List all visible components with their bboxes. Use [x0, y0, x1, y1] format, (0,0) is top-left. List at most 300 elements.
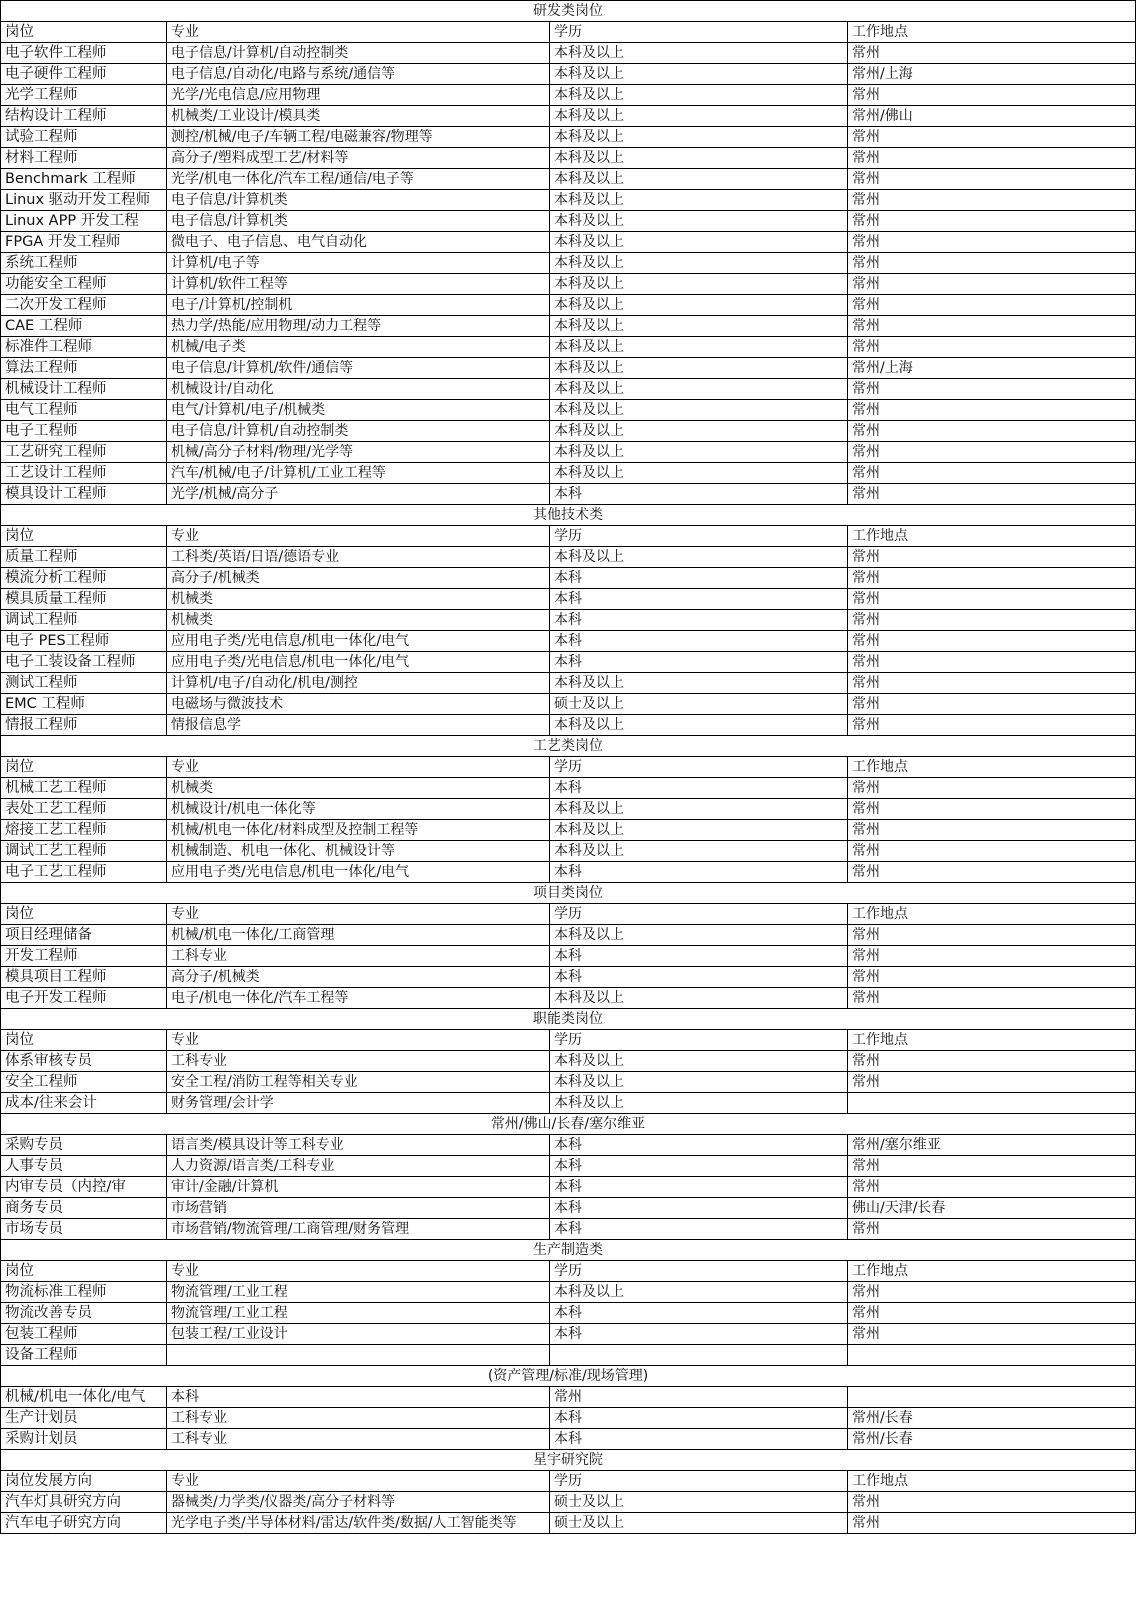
- position-cell: 结构设计工程师: [1, 106, 167, 127]
- column-header: 专业: [167, 1261, 550, 1282]
- major-cell: 工科类/英语/日语/德语专业: [167, 547, 550, 568]
- location-cell: 常州: [848, 1156, 1136, 1177]
- location-cell: 佛山/天津/长春: [848, 1198, 1136, 1219]
- location-cell: 常州: [848, 169, 1136, 190]
- degree-cell: 硕士及以上: [550, 1513, 848, 1534]
- table-row: [1, 1345, 1136, 1366]
- section-title: 其他技术类: [1, 505, 1136, 526]
- column-header: 专业: [167, 1471, 550, 1492]
- table-row: [1, 862, 1136, 883]
- section-title-row: [1, 1009, 1136, 1030]
- degree-cell: 本科及以上: [550, 190, 848, 211]
- degree-cell: 本科: [550, 484, 848, 505]
- column-header: 专业: [167, 526, 550, 547]
- degree-cell: 本科及以上: [550, 274, 848, 295]
- location-cell: [848, 1093, 1136, 1114]
- position-cell: 情报工程师: [1, 715, 167, 736]
- table-row: [1, 631, 1136, 652]
- position-cell: 安全工程师: [1, 1072, 167, 1093]
- header-row: [1, 904, 1136, 925]
- major-cell: 机械类: [167, 610, 550, 631]
- table-row: [1, 379, 1136, 400]
- table-row: [1, 484, 1136, 505]
- column-header: 专业: [167, 1030, 550, 1051]
- position-cell: 体系审核专员: [1, 1051, 167, 1072]
- position-cell: 质量工程师: [1, 547, 167, 568]
- position-cell: Benchmark 工程师: [1, 169, 167, 190]
- position-cell: 采购专员: [1, 1135, 167, 1156]
- position-cell: 试验工程师: [1, 127, 167, 148]
- major-cell: 机械设计/机电一体化等: [167, 799, 550, 820]
- major-cell: 电子信息/计算机/自动控制类: [167, 421, 550, 442]
- degree-cell: 本科及以上: [550, 1051, 848, 1072]
- position-cell: 内审专员（内控/审: [1, 1177, 167, 1198]
- table-row: [1, 127, 1136, 148]
- location-cell: 常州: [848, 568, 1136, 589]
- degree-cell: 本科及以上: [550, 463, 848, 484]
- position-cell: 开发工程师: [1, 946, 167, 967]
- section-title: (资产管理/标准/现场管理): [1, 1366, 1136, 1387]
- column-header: 学历: [550, 757, 848, 778]
- position-cell: 成本/往来会计: [1, 1093, 167, 1114]
- degree-cell: 本科: [550, 1219, 848, 1240]
- degree-cell: 本科: [550, 1177, 848, 1198]
- degree-cell: 本科: [550, 1303, 848, 1324]
- position-cell: 模具设计工程师: [1, 484, 167, 505]
- major-cell: 汽车/机械/电子/计算机/工业工程等: [167, 463, 550, 484]
- position-cell: 模具项目工程师: [1, 967, 167, 988]
- column-header: 学历: [550, 1261, 848, 1282]
- location-cell: 常州: [848, 1513, 1136, 1534]
- section-title-row: [1, 505, 1136, 526]
- column-header: 岗位: [1, 1030, 167, 1051]
- position-cell: 工艺研究工程师: [1, 442, 167, 463]
- major-cell: 光学/光电信息/应用物理: [167, 85, 550, 106]
- column-header: 学历: [550, 526, 848, 547]
- location-cell: 常州: [848, 610, 1136, 631]
- position-cell: 机械/机电一体化/电气: [1, 1387, 167, 1408]
- degree-cell: 本科及以上: [550, 169, 848, 190]
- table-row: [1, 1324, 1136, 1345]
- position-cell: 调试工程师: [1, 610, 167, 631]
- major-cell: 安全工程/消防工程等相关专业: [167, 1072, 550, 1093]
- position-cell: 生产计划员: [1, 1408, 167, 1429]
- location-cell: 常州: [848, 1051, 1136, 1072]
- table-row: [1, 1177, 1136, 1198]
- location-cell: 常州: [848, 694, 1136, 715]
- major-cell: 机械设计/自动化: [167, 379, 550, 400]
- column-header: 工作地点: [848, 904, 1136, 925]
- major-cell: 应用电子类/光电信息/机电一体化/电气: [167, 652, 550, 673]
- location-cell: 常州: [848, 1492, 1136, 1513]
- location-cell: 常州: [848, 85, 1136, 106]
- table-row: [1, 85, 1136, 106]
- location-cell: 常州: [848, 673, 1136, 694]
- degree-cell: 本科: [550, 568, 848, 589]
- degree-cell: 本科及以上: [550, 925, 848, 946]
- position-cell: 汽车灯具研究方向: [1, 1492, 167, 1513]
- location-cell: 常州/上海: [848, 64, 1136, 85]
- table-row: [1, 1513, 1136, 1534]
- degree-cell: 本科及以上: [550, 820, 848, 841]
- location-cell: 常州: [848, 1324, 1136, 1345]
- table-row: [1, 568, 1136, 589]
- table-row: [1, 1135, 1136, 1156]
- major-cell: 应用电子类/光电信息/机电一体化/电气: [167, 862, 550, 883]
- position-cell: 材料工程师: [1, 148, 167, 169]
- table-row: [1, 211, 1136, 232]
- location-cell: 常州: [848, 862, 1136, 883]
- location-cell: 常州/上海: [848, 358, 1136, 379]
- location-cell: 常州: [848, 442, 1136, 463]
- section-title: 生产制造类: [1, 1240, 1136, 1261]
- location-cell: 常州: [848, 253, 1136, 274]
- position-cell: 标准件工程师: [1, 337, 167, 358]
- table-row: [1, 106, 1136, 127]
- location-cell: 常州: [848, 547, 1136, 568]
- degree-cell: 本科: [550, 1324, 848, 1345]
- position-cell: 测试工程师: [1, 673, 167, 694]
- major-cell: 电磁场与微波技术: [167, 694, 550, 715]
- location-cell: 常州/佛山: [848, 106, 1136, 127]
- major-cell: 电子信息/计算机类: [167, 211, 550, 232]
- location-cell: 常州: [848, 1177, 1136, 1198]
- column-header: 岗位: [1, 757, 167, 778]
- major-cell: 光学/机电一体化/汽车工程/通信/电子等: [167, 169, 550, 190]
- table-row: [1, 400, 1136, 421]
- degree-cell: 本科: [550, 946, 848, 967]
- column-header: 学历: [550, 904, 848, 925]
- degree-cell: 本科: [550, 862, 848, 883]
- major-cell: 电子信息/计算机/自动控制类: [167, 43, 550, 64]
- position-cell: 电子硬件工程师: [1, 64, 167, 85]
- table-row: [1, 43, 1136, 64]
- table-row: [1, 1387, 1136, 1408]
- location-cell: 常州/塞尔维亚: [848, 1135, 1136, 1156]
- degree-cell: 本科及以上: [550, 127, 848, 148]
- degree-cell: 本科及以上: [550, 1072, 848, 1093]
- degree-cell: 本科: [550, 610, 848, 631]
- degree-cell: 本科及以上: [550, 85, 848, 106]
- position-cell: 二次开发工程师: [1, 295, 167, 316]
- location-cell: 常州: [848, 379, 1136, 400]
- major-cell: 本科: [167, 1387, 550, 1408]
- section-title: 常州/佛山/长春/塞尔维亚: [1, 1114, 1136, 1135]
- table-row: [1, 463, 1136, 484]
- table-row: [1, 1429, 1136, 1450]
- major-cell: 语言类/模具设计等工科专业: [167, 1135, 550, 1156]
- column-header: 专业: [167, 904, 550, 925]
- location-cell: 常州/长春: [848, 1408, 1136, 1429]
- table-row: [1, 1219, 1136, 1240]
- major-cell: 器械类/力学类/仪器类/高分子材料等: [167, 1492, 550, 1513]
- position-cell: 算法工程师: [1, 358, 167, 379]
- degree-cell: 本科: [550, 1429, 848, 1450]
- table-row: [1, 673, 1136, 694]
- location-cell: 常州: [848, 211, 1136, 232]
- degree-cell: 本科及以上: [550, 253, 848, 274]
- degree-cell: 本科及以上: [550, 400, 848, 421]
- degree-cell: 本科及以上: [550, 232, 848, 253]
- position-cell: FPGA 开发工程师: [1, 232, 167, 253]
- position-cell: 电子 PES工程师: [1, 631, 167, 652]
- table-row: [1, 988, 1136, 1009]
- position-cell: 物流标准工程师: [1, 1282, 167, 1303]
- table-row: [1, 589, 1136, 610]
- header-row: [1, 22, 1136, 43]
- table-row: [1, 295, 1136, 316]
- location-cell: 常州: [848, 652, 1136, 673]
- position-cell: 工艺设计工程师: [1, 463, 167, 484]
- major-cell: 机械/电子类: [167, 337, 550, 358]
- section-title: 研发类岗位: [1, 1, 1136, 22]
- column-header: 学历: [550, 22, 848, 43]
- position-cell: EMC 工程师: [1, 694, 167, 715]
- position-cell: 电子工艺工程师: [1, 862, 167, 883]
- degree-cell: 本科及以上: [550, 148, 848, 169]
- table-row: [1, 1282, 1136, 1303]
- section-title: 项目类岗位: [1, 883, 1136, 904]
- degree-cell: 本科及以上: [550, 715, 848, 736]
- degree-cell: 本科及以上: [550, 358, 848, 379]
- location-cell: 常州: [848, 295, 1136, 316]
- table-row: [1, 358, 1136, 379]
- column-header: 岗位: [1, 22, 167, 43]
- location-cell: [848, 1345, 1136, 1366]
- position-cell: Linux 驱动开发工程师: [1, 190, 167, 211]
- degree-cell: 本科: [550, 631, 848, 652]
- major-cell: 电子信息/计算机类: [167, 190, 550, 211]
- degree-cell: 本科及以上: [550, 43, 848, 64]
- header-row: [1, 1030, 1136, 1051]
- table-row: [1, 1492, 1136, 1513]
- degree-cell: 本科: [550, 652, 848, 673]
- table-row: [1, 778, 1136, 799]
- position-cell: 人事专员: [1, 1156, 167, 1177]
- position-cell: 电子软件工程师: [1, 43, 167, 64]
- location-cell: 常州: [848, 820, 1136, 841]
- major-cell: 电子信息/自动化/电路与系统/通信等: [167, 64, 550, 85]
- position-cell: 系统工程师: [1, 253, 167, 274]
- major-cell: 计算机/电子/自动化/机电/测控: [167, 673, 550, 694]
- header-row: [1, 526, 1136, 547]
- position-cell: 电子开发工程师: [1, 988, 167, 1009]
- major-cell: 市场营销: [167, 1198, 550, 1219]
- major-cell: 市场营销/物流管理/工商管理/财务管理: [167, 1219, 550, 1240]
- location-cell: 常州: [848, 232, 1136, 253]
- table-row: [1, 946, 1136, 967]
- degree-cell: 本科及以上: [550, 337, 848, 358]
- degree-cell: 本科及以上: [550, 211, 848, 232]
- degree-cell: 本科及以上: [550, 673, 848, 694]
- major-cell: 机械/高分子材料/物理/光学等: [167, 442, 550, 463]
- degree-cell: 本科及以上: [550, 799, 848, 820]
- major-cell: 高分子/塑料成型工艺/材料等: [167, 148, 550, 169]
- table-row: [1, 316, 1136, 337]
- location-cell: 常州: [848, 925, 1136, 946]
- major-cell: 计算机/电子等: [167, 253, 550, 274]
- position-cell: 项目经理储备: [1, 925, 167, 946]
- table-row: [1, 1408, 1136, 1429]
- major-cell: 物流管理/工业工程: [167, 1282, 550, 1303]
- column-header: 工作地点: [848, 1471, 1136, 1492]
- degree-cell: 本科及以上: [550, 1093, 848, 1114]
- major-cell: 电气/计算机/电子/机械类: [167, 400, 550, 421]
- table-row: [1, 1072, 1136, 1093]
- major-cell: 高分子/机械类: [167, 967, 550, 988]
- location-cell: [848, 1387, 1136, 1408]
- table-row: [1, 925, 1136, 946]
- location-cell: 常州: [848, 463, 1136, 484]
- section-title: 星宇研究院: [1, 1450, 1136, 1471]
- major-cell: 电子信息/计算机/软件/通信等: [167, 358, 550, 379]
- table-row: [1, 274, 1136, 295]
- header-row: [1, 1261, 1136, 1282]
- location-cell: 常州: [848, 337, 1136, 358]
- section-title-row: [1, 1366, 1136, 1387]
- location-cell: 常州: [848, 190, 1136, 211]
- location-cell: 常州: [848, 43, 1136, 64]
- column-header: 工作地点: [848, 757, 1136, 778]
- job-table-body: [1, 1, 1136, 1534]
- degree-cell: 本科及以上: [550, 421, 848, 442]
- table-row: [1, 799, 1136, 820]
- column-header: 岗位: [1, 1261, 167, 1282]
- degree-cell: 本科及以上: [550, 841, 848, 862]
- location-cell: 常州: [848, 631, 1136, 652]
- table-row: [1, 610, 1136, 631]
- table-row: [1, 421, 1136, 442]
- column-header: 岗位: [1, 526, 167, 547]
- table-row: [1, 841, 1136, 862]
- degree-cell: 本科及以上: [550, 1282, 848, 1303]
- major-cell: 财务管理/会计学: [167, 1093, 550, 1114]
- major-cell: 工科专业: [167, 946, 550, 967]
- table-row: [1, 652, 1136, 673]
- degree-cell: 硕士及以上: [550, 694, 848, 715]
- position-cell: 包装工程师: [1, 1324, 167, 1345]
- table-row: [1, 253, 1136, 274]
- location-cell: 常州: [848, 988, 1136, 1009]
- major-cell: 电子/机电一体化/汽车工程等: [167, 988, 550, 1009]
- degree-cell: 本科及以上: [550, 379, 848, 400]
- position-cell: 市场专员: [1, 1219, 167, 1240]
- degree-cell: 本科: [550, 967, 848, 988]
- location-cell: 常州: [848, 316, 1136, 337]
- location-cell: 常州: [848, 421, 1136, 442]
- section-title-row: [1, 1, 1136, 22]
- table-row: [1, 190, 1136, 211]
- major-cell: 人力资源/语言类/工科专业: [167, 1156, 550, 1177]
- section-title-row: [1, 736, 1136, 757]
- column-header: 学历: [550, 1030, 848, 1051]
- degree-cell: 本科及以上: [550, 442, 848, 463]
- table-row: [1, 442, 1136, 463]
- location-cell: 常州: [848, 1072, 1136, 1093]
- section-title-row: [1, 1114, 1136, 1135]
- degree-cell: 本科: [550, 1135, 848, 1156]
- table-row: [1, 64, 1136, 85]
- header-row: [1, 1471, 1136, 1492]
- major-cell: 机械/机电一体化/材料成型及控制工程等: [167, 820, 550, 841]
- column-header: 专业: [167, 757, 550, 778]
- position-cell: 模具质量工程师: [1, 589, 167, 610]
- position-cell: 功能安全工程师: [1, 274, 167, 295]
- major-cell: 热力学/热能/应用物理/动力工程等: [167, 316, 550, 337]
- column-header: 学历: [550, 1471, 848, 1492]
- position-cell: 机械工艺工程师: [1, 778, 167, 799]
- degree-cell: 本科及以上: [550, 316, 848, 337]
- degree-cell: 本科及以上: [550, 106, 848, 127]
- table-row: [1, 169, 1136, 190]
- location-cell: 常州: [848, 484, 1136, 505]
- major-cell: 包装工程/工业设计: [167, 1324, 550, 1345]
- location-cell: 常州: [848, 967, 1136, 988]
- position-cell: 熔接工艺工程师: [1, 820, 167, 841]
- location-cell: 常州: [848, 589, 1136, 610]
- major-cell: 机械/机电一体化/工商管理: [167, 925, 550, 946]
- position-cell: 机械设计工程师: [1, 379, 167, 400]
- position-cell: 物流改善专员: [1, 1303, 167, 1324]
- header-row: [1, 757, 1136, 778]
- column-header: 岗位发展方向: [1, 1471, 167, 1492]
- position-cell: 电子工程师: [1, 421, 167, 442]
- position-cell: 采购计划员: [1, 1429, 167, 1450]
- section-title: 工艺类岗位: [1, 736, 1136, 757]
- major-cell: 应用电子类/光电信息/机电一体化/电气: [167, 631, 550, 652]
- position-cell: CAE 工程师: [1, 316, 167, 337]
- degree-cell: 本科: [550, 1156, 848, 1177]
- major-cell: 高分子/机械类: [167, 568, 550, 589]
- position-cell: 光学工程师: [1, 85, 167, 106]
- table-row: [1, 1093, 1136, 1114]
- location-cell: 常州: [848, 400, 1136, 421]
- major-cell: 测控/机械/电子/车辆工程/电磁兼容/物理等: [167, 127, 550, 148]
- major-cell: 机械类: [167, 589, 550, 610]
- degree-cell: [550, 1345, 848, 1366]
- position-cell: Linux APP 开发工程: [1, 211, 167, 232]
- position-cell: 模流分析工程师: [1, 568, 167, 589]
- location-cell: 常州: [848, 715, 1136, 736]
- location-cell: 常州: [848, 127, 1136, 148]
- table-row: [1, 1156, 1136, 1177]
- column-header: 工作地点: [848, 1030, 1136, 1051]
- table-row: [1, 694, 1136, 715]
- degree-cell: 硕士及以上: [550, 1492, 848, 1513]
- major-cell: 工科专业: [167, 1051, 550, 1072]
- position-cell: 调试工艺工程师: [1, 841, 167, 862]
- degree-cell: 本科及以上: [550, 64, 848, 85]
- major-cell: 计算机/软件工程等: [167, 274, 550, 295]
- column-header: 工作地点: [848, 1261, 1136, 1282]
- position-cell: 汽车电子研究方向: [1, 1513, 167, 1534]
- section-title-row: [1, 883, 1136, 904]
- table-row: [1, 1198, 1136, 1219]
- position-cell: 电气工程师: [1, 400, 167, 421]
- major-cell: 电子/计算机/控制机: [167, 295, 550, 316]
- section-title-row: [1, 1450, 1136, 1471]
- degree-cell: 本科: [550, 1198, 848, 1219]
- location-cell: 常州: [848, 148, 1136, 169]
- location-cell: 常州: [848, 1219, 1136, 1240]
- location-cell: 常州: [848, 1282, 1136, 1303]
- table-row: [1, 337, 1136, 358]
- major-cell: 机械类/工业设计/模具类: [167, 106, 550, 127]
- location-cell: 常州: [848, 1303, 1136, 1324]
- table-row: [1, 715, 1136, 736]
- location-cell: 常州: [848, 274, 1136, 295]
- column-header: 工作地点: [848, 526, 1136, 547]
